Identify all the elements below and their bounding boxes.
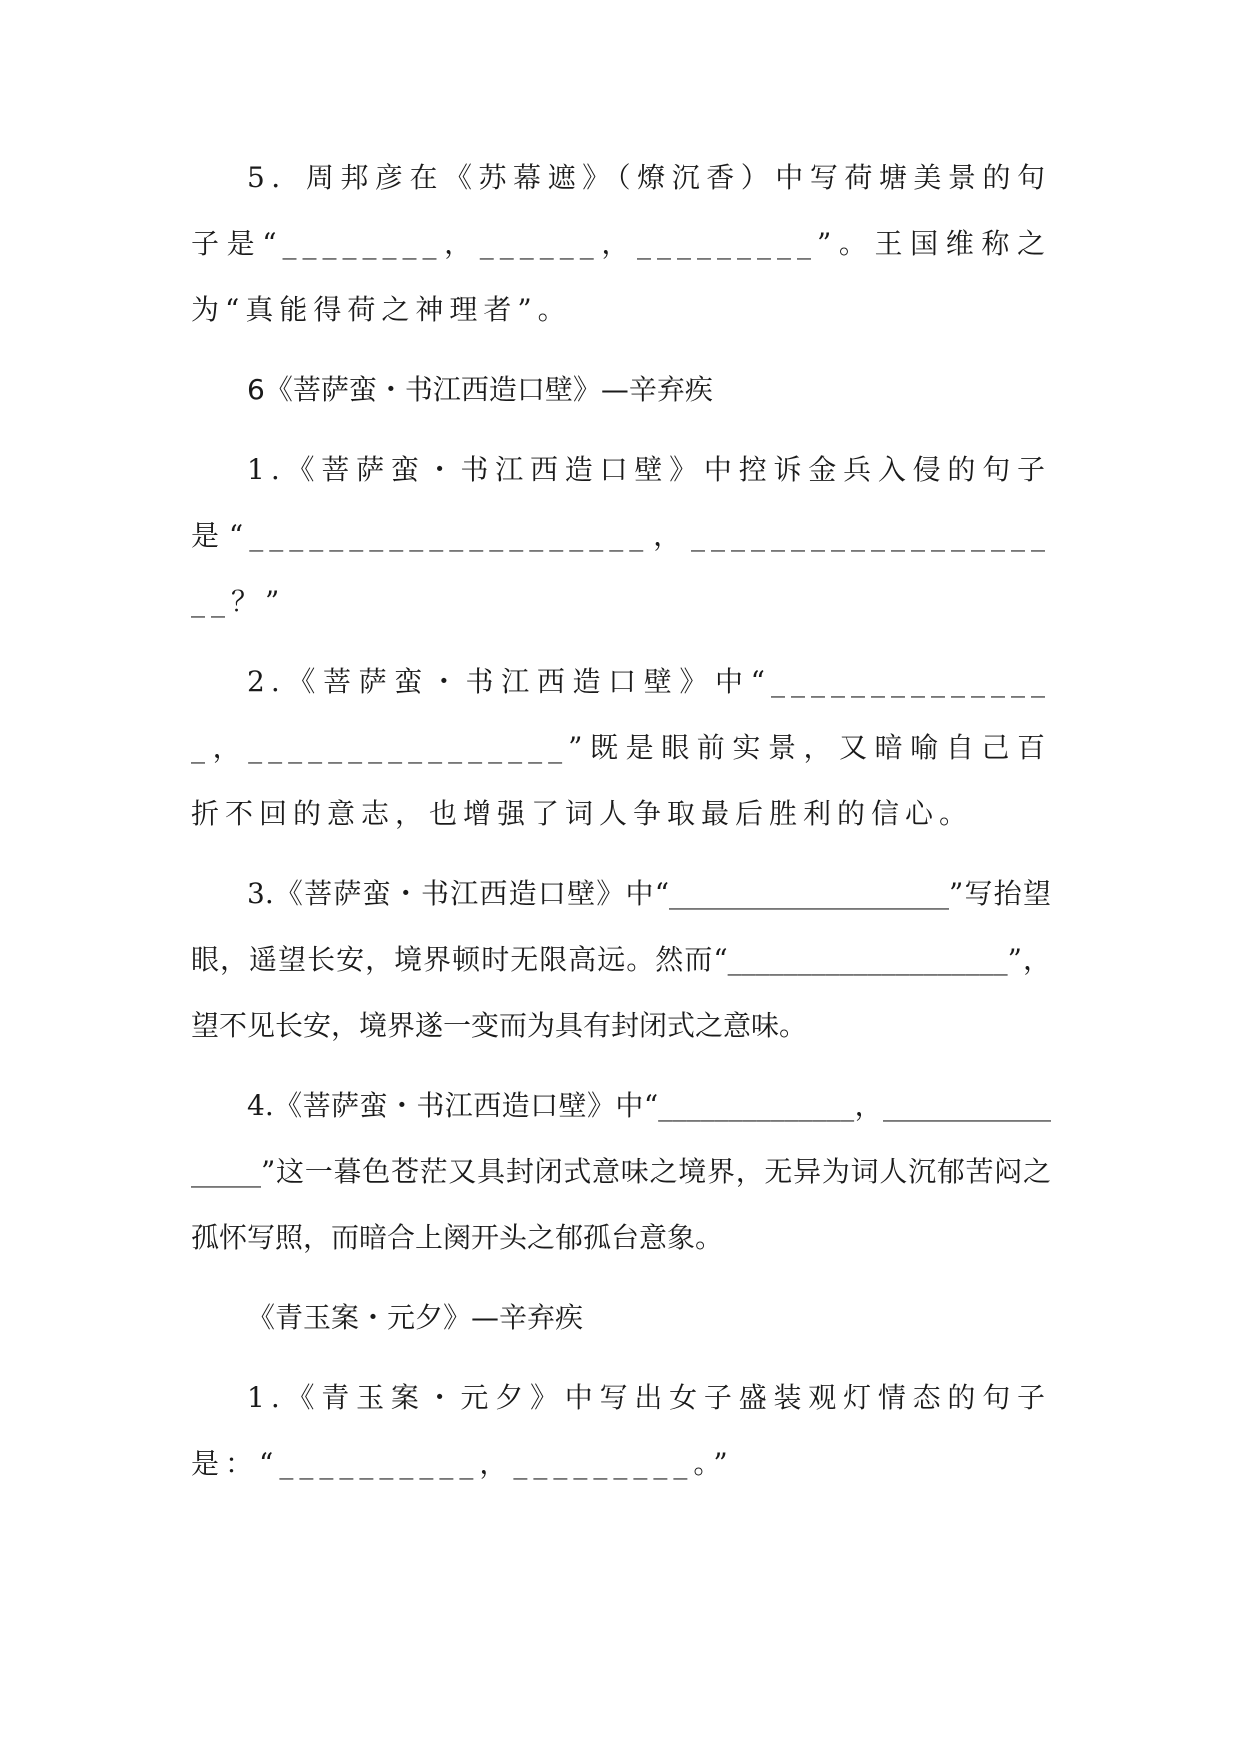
document-content <box>191 145 1051 1511</box>
section-heading-qingyuan: 《青玉案・元夕》—辛弃疾 <box>247 1301 584 1334</box>
question-pusaman-4: 4.《菩萨蛮・书江西造口壁》中“______________，_________________”这一暮色苍茫又具封闭式意味之境界，无异为词人沉郁苦闷之孤怀写照，而暗合上阕开头之郁孤台意象。 <box>191 1089 1051 1254</box>
question-pusaman-1: 1.《菩萨蛮・书江西造口壁》中控诉金兵入侵的句子是“____________________，____________________？” <box>191 453 1051 618</box>
question-pusaman-2: 2.《菩萨蛮・书江西造口壁》中“_______________，________________”既是眼前实景，又暗喻自己百折不回的意志，也增强了词人争取最后胜利的信心。 <box>191 665 1051 830</box>
question-zhou-bangyan-5: 5．周邦彦在《苏幕遮》（燎沉香）中写荷塘美景的句子是“________，______，_________”。王国维称之为“真能得荷之神理者”。 <box>191 161 1051 326</box>
section-heading-pusaman: 6《菩萨蛮・书江西造口壁》—辛弃疾 <box>247 373 713 406</box>
question-pusaman-3: 3.《菩萨蛮・书江西造口壁》中“____________________”写抬望眼，遥望长安，境界顿时无限高远。然而“____________________”，望不见长安，境界遂一变而为具有封闭式之意味。 <box>191 877 1051 1042</box>
question-qingyuan-1: 1.《青玉案・元夕》中写出女子盛装观灯情态的句子是：“__________，_________。” <box>191 1381 1051 1480</box>
